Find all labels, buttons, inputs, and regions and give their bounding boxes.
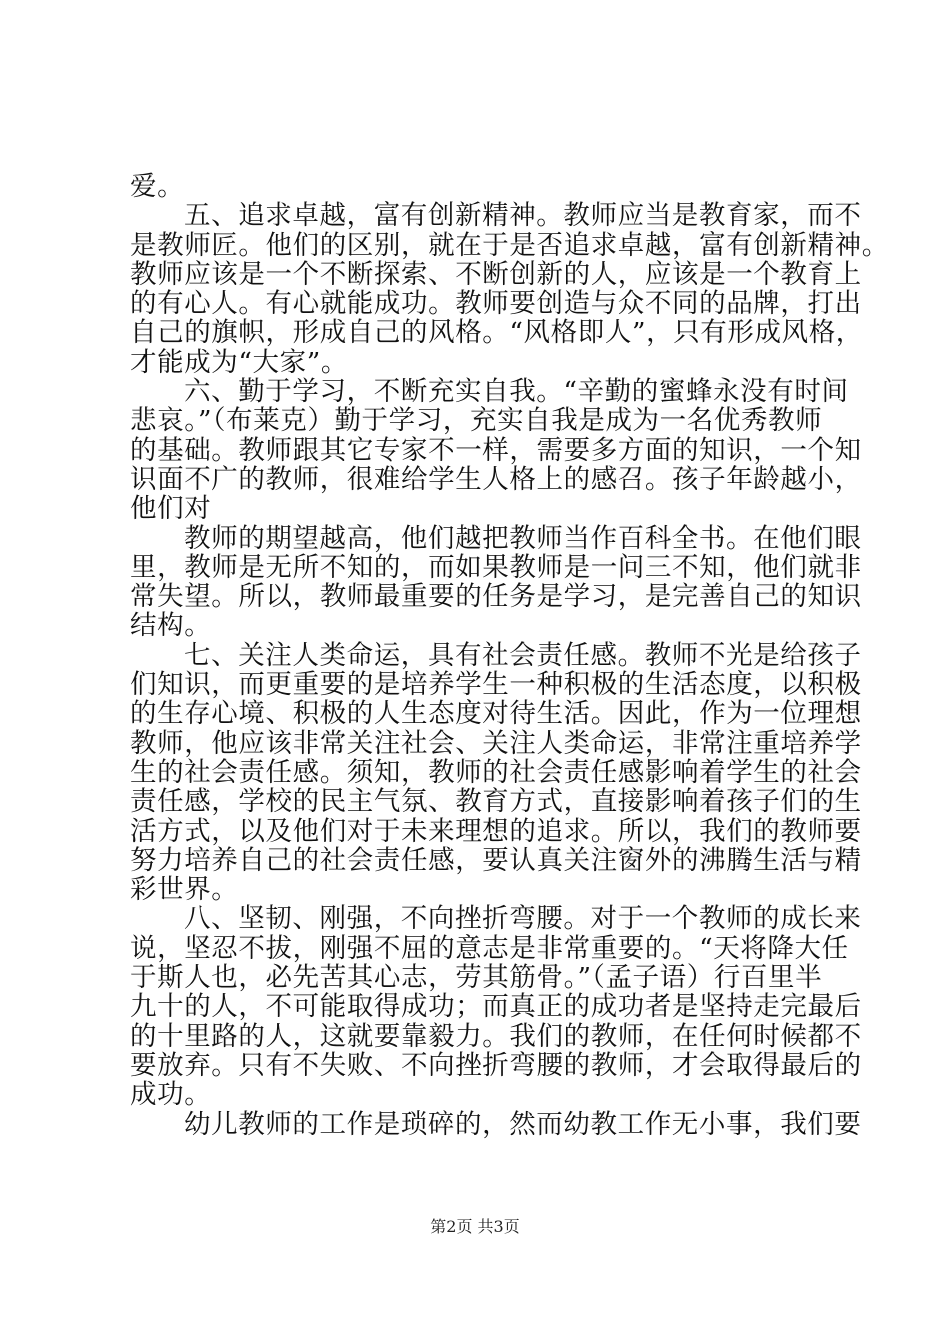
text-line: 九十的人，不可能取得成功；而真正的成功者是坚持走完最后 (130, 991, 862, 1023)
text-line: 活方式，以及他们对于未来理想的追求。所以，我们的教师要 (130, 815, 862, 847)
text-line: 悲哀。”（布莱克）勤于学习，充实自我是成为一名优秀教师 (130, 405, 823, 437)
text-line: 说，坚忍不拔，刚强不屈的意志是非常重要的。“天将降大任 (130, 932, 849, 964)
text-line: 他们对 (130, 493, 212, 525)
text-line: 结构。 (130, 610, 212, 642)
text-line: 自己的旗帜，形成自己的风格。“风格即人”，只有形成风格， (130, 317, 863, 349)
text-line: 要放弃。只有不失败、不向挫折弯腰的教师，才会取得最后的 (130, 1049, 862, 1081)
text-line: 努力培养自己的社会责任感，要认真关注窗外的沸腾生活与精 (130, 844, 862, 876)
text-line: 教师应该是一个不断探索、不断创新的人，应该是一个教育上 (130, 258, 862, 290)
text-line: 六、勤于学习，不断充实自我。“辛勤的蜜蜂永没有时间 (184, 376, 849, 408)
text-line: 们知识，而更重要的是培养学生一种积极的生活态度，以积极 (130, 669, 862, 701)
page-footer (0, 1214, 950, 1237)
text-line: 是教师匠。他们的区别，就在于是否追求卓越，富有创新精神。 (130, 229, 889, 261)
text-line: 常失望。所以，教师最重要的任务是学习，是完善自己的知识 (130, 581, 862, 613)
text-line: 七、关注人类命运，具有社会责任感。教师不光是给孩子 (184, 639, 862, 671)
text-line: 的有心人。有心就能成功。教师要创造与众不同的品牌，打出 (130, 288, 862, 320)
text-line: 八、坚韧、刚强，不向挫折弯腰。对于一个教师的成长来 (184, 903, 862, 935)
text-line: 爱。 (130, 171, 185, 202)
text-line: 的十里路的人，这就要靠毅力。我们的教师，在任何时候都不 (130, 1020, 862, 1052)
text-line: 五、追求卓越，富有创新精神。教师应当是教育家，而不 (184, 200, 862, 232)
text-line: 生的社会责任感。须知，教师的社会责任感影响着学生的社会 (130, 756, 862, 788)
text-line: 彩世界。 (130, 874, 239, 906)
text-line: 教师，他应该非常关注社会、关注人类命运，非常注重培养学 (130, 727, 862, 759)
text-line: 里，教师是无所不知的，而如果教师是一问三不知，他们就非 (130, 551, 862, 583)
document-body (130, 171, 889, 1140)
text-line: 识面不广的教师，很难给学生人格上的感召。孩子年龄越小， (130, 463, 862, 495)
text-line: 成功。 (130, 1079, 212, 1111)
text-line: 幼儿教师的工作是琐碎的，然而幼教工作无小事，我们要 (184, 1108, 862, 1140)
text-line: 责任感，学校的民主气氛、教育方式，直接影响着孩子们的生 (130, 786, 862, 818)
text-line: 的基础。教师跟其它专家不一样，需要多方面的知识，一个知 (130, 434, 862, 466)
text-line: 才能成为“大家”。 (130, 346, 348, 378)
text-line: 于斯人也，必先苦其心志，劳其筋骨。”（孟子语）行百里半 (130, 962, 823, 994)
page-number-label: 第2页 共3页 (430, 1217, 520, 1236)
text-line: 教师的期望越高，他们越把教师当作百科全书。在他们眼 (184, 522, 862, 554)
text-line: 的生存心境、积极的人生态度对待生活。因此，作为一位理想 (130, 698, 862, 730)
